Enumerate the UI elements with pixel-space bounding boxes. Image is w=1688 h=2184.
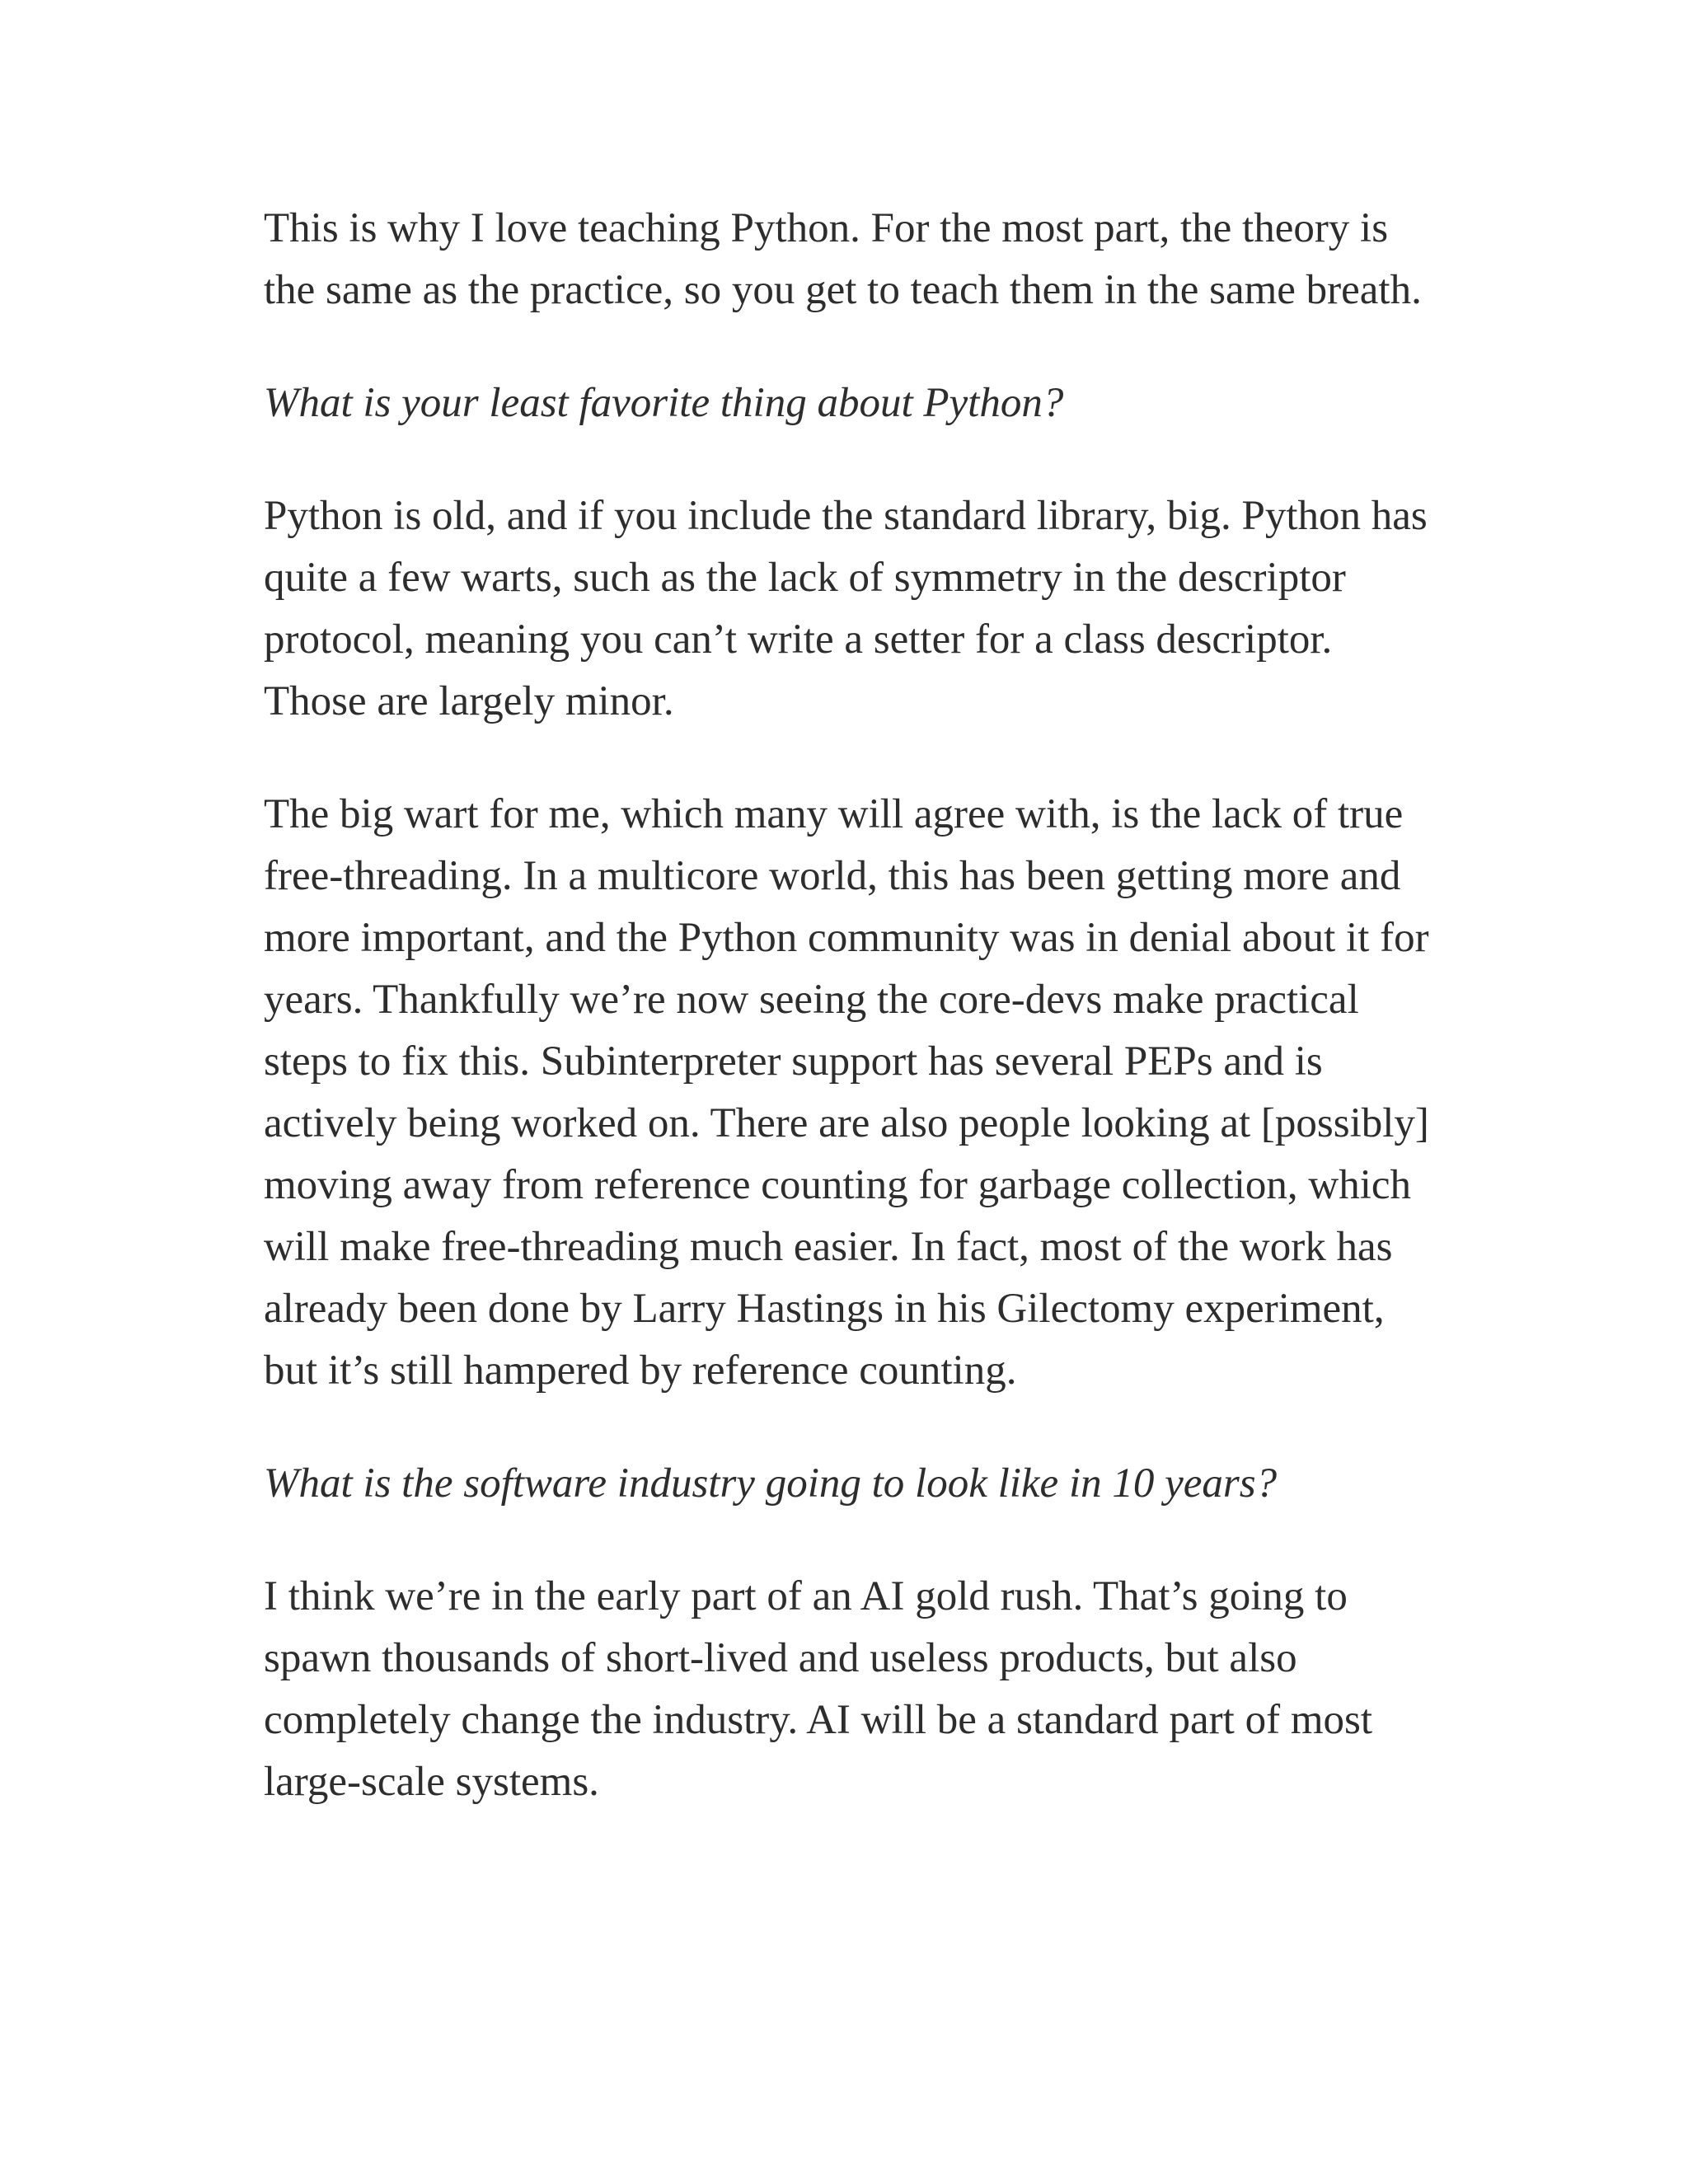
text-line: spawn thousands of short-lived and useless products, but also <box>264 1635 1297 1681</box>
text-line: What is your least favorite thing about Python? <box>264 380 1064 426</box>
text-line: will make free-threading much easier. In fact, most of the work has <box>264 1224 1393 1270</box>
text-line: Python is old, and if you include the standard library, big. Python has <box>264 493 1428 539</box>
text-line: the same as the practice, so you get to teach them in the same breath. <box>264 267 1422 313</box>
text-line: free-threading. In a multicore world, this has been getting more and <box>264 853 1401 899</box>
article-body <box>264 198 1434 1813</box>
text-line: large-scale systems. <box>264 1759 599 1805</box>
question-least-favorite <box>264 373 1434 434</box>
text-line: years. Thankfully we’re now seeing the core-devs make practical <box>264 977 1359 1023</box>
text-line: This is why I love teaching Python. For the most part, the theory is <box>264 205 1389 251</box>
paragraph-python-warts <box>264 485 1434 733</box>
paragraph-free-threading <box>264 784 1434 1402</box>
text-line: but it’s still hampered by reference counting. <box>264 1347 1017 1394</box>
paragraph-teaching-python <box>264 198 1434 321</box>
text-line: What is the software industry going to look like in 10 years? <box>264 1460 1278 1507</box>
text-line: quite a few warts, such as the lack of symmetry in the descriptor <box>264 555 1346 601</box>
text-line: more important, and the Python community was in denial about it for <box>264 915 1429 961</box>
text-line: protocol, meaning you can’t write a setter for a class descriptor. <box>264 616 1333 663</box>
text-line: The big wart for me, which many will agree with, is the lack of true <box>264 791 1404 837</box>
text-line: steps to fix this. Subinterpreter support has several PEPs and is <box>264 1038 1323 1085</box>
text-line: I think we’re in the early part of an AI gold rush. That’s going to <box>264 1573 1348 1619</box>
text-line: Those are largely minor. <box>264 678 674 724</box>
paragraph-ai-gold-rush <box>264 1566 1434 1813</box>
text-line: actively being worked on. There are also people looking at [possibly] <box>264 1100 1429 1146</box>
question-software-industry <box>264 1453 1434 1515</box>
text-line: completely change the industry. AI will be a standard part of most <box>264 1697 1373 1743</box>
text-line: already been done by Larry Hastings in his Gilectomy experiment, <box>264 1286 1385 1332</box>
text-line: moving away from reference counting for garbage collection, which <box>264 1162 1412 1208</box>
